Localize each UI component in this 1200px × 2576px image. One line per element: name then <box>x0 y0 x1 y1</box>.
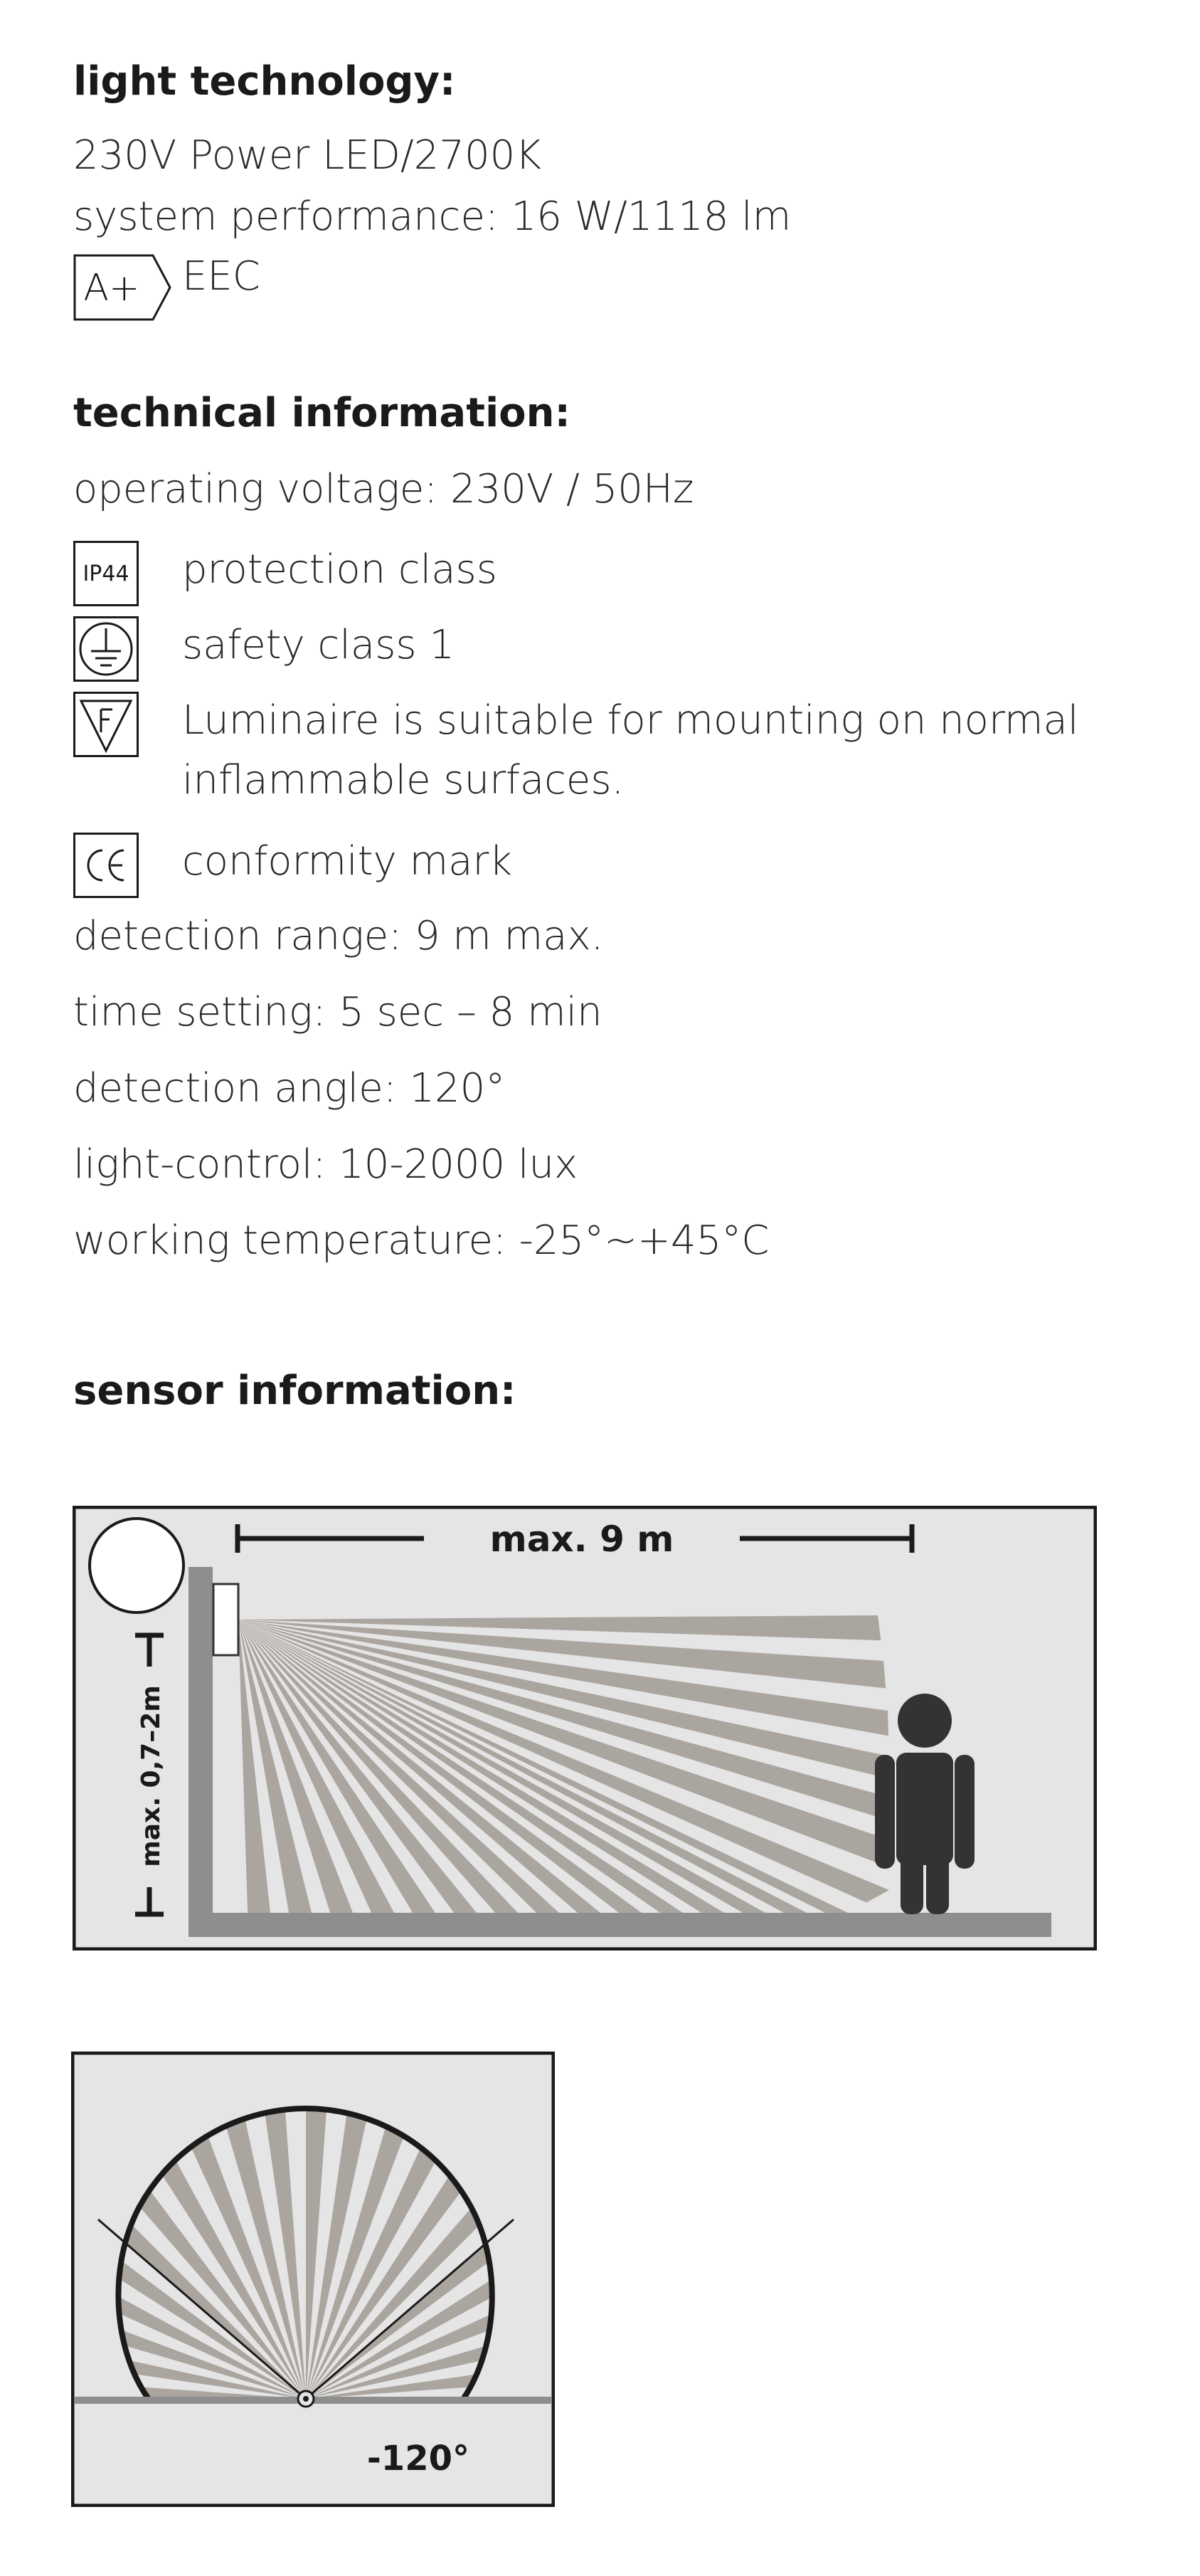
mounting-line-1: Luminaire is suitable for mounting on normal <box>182 697 1079 744</box>
conformity-mark-label: conformity mark <box>182 838 512 885</box>
light-control-line: light-control: 10-2000 lux <box>73 1141 578 1188</box>
detection-angle-line: detection angle: 120° <box>73 1065 506 1112</box>
technical-information-heading: technical information: <box>73 390 570 436</box>
mounting-row <box>73 692 1183 813</box>
floor <box>189 1913 1051 1937</box>
eec-label: EEC <box>182 253 260 300</box>
eec-row <box>73 253 287 322</box>
sensor-information-heading: sensor information: <box>73 1368 516 1414</box>
eec-badge-text: A+ <box>83 267 140 310</box>
light-technology-heading: light technology: <box>73 58 456 105</box>
lamp-icon <box>90 1519 184 1612</box>
led-type-line: 230V Power LED/2700K <box>73 132 541 179</box>
sensor-top-view-diagram <box>71 2052 555 2507</box>
wall <box>189 1567 213 1917</box>
ip44-badge-text: IP44 <box>83 561 129 586</box>
operating-voltage-line: operating voltage: 230V / 50Hz <box>73 466 694 512</box>
ce-mark-icon <box>73 833 139 898</box>
system-performance-line: system performance: 16 W/1118 lm <box>73 194 792 240</box>
sensor-icon <box>213 1584 238 1655</box>
protection-class-label: protection class <box>182 547 497 593</box>
safety-class-label: safety class 1 <box>182 622 455 668</box>
ip44-icon <box>73 541 139 606</box>
f-mark-icon <box>73 692 139 757</box>
height-label: max. 0,7–2m <box>137 1685 166 1867</box>
range-label: max. 9 m <box>489 1519 674 1560</box>
eec-badge-icon <box>73 253 173 322</box>
mounting-line-2: inflammable surfaces. <box>182 757 625 803</box>
protection-row <box>73 541 713 609</box>
detection-range-line: detection range: 9 m max. <box>73 913 604 959</box>
time-setting-line: time setting: 5 sec – 8 min <box>73 989 602 1035</box>
sensor-side-view-diagram <box>73 1506 1097 1951</box>
working-temperature-line: working temperature: -25°~+45°C <box>73 1218 770 1264</box>
earth-ground-icon <box>73 616 139 682</box>
angle-label: -120° <box>366 2439 469 2479</box>
conformity-row <box>73 833 713 901</box>
safety-row <box>73 616 713 685</box>
